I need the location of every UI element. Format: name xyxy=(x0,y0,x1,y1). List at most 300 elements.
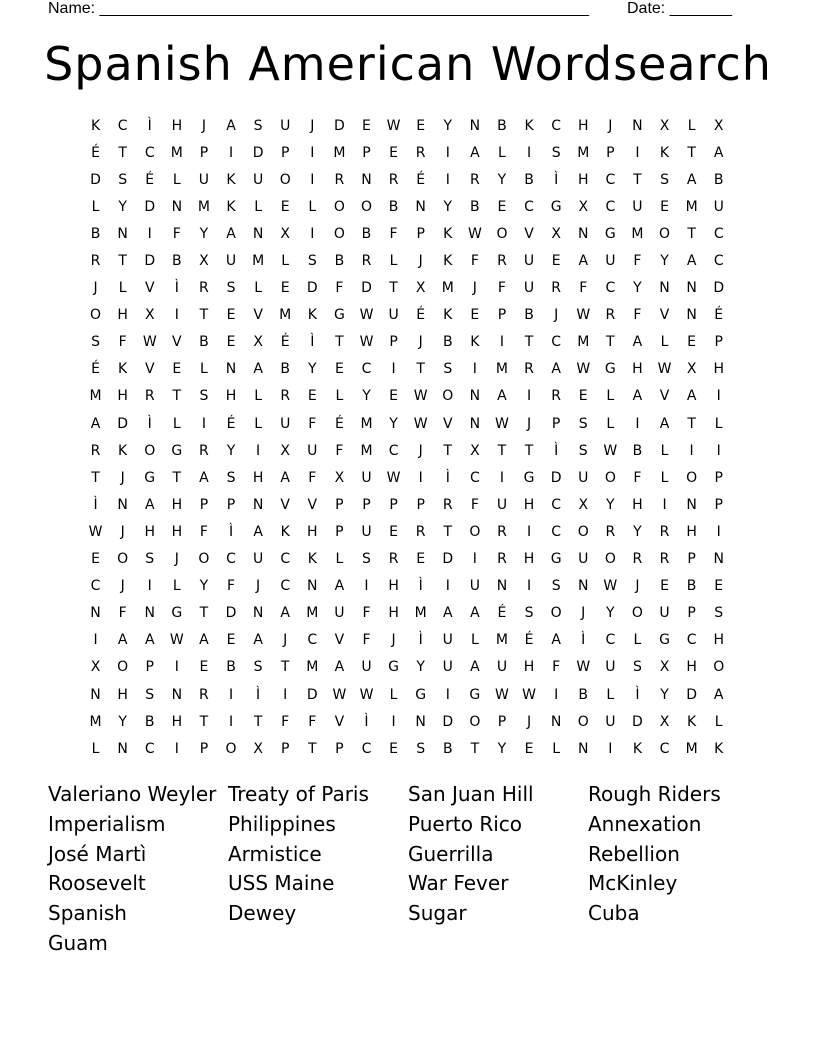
grid-letter: K xyxy=(307,307,317,324)
grid-letter: T xyxy=(524,334,534,351)
grid-letter: N xyxy=(252,605,264,622)
grid-letter: L xyxy=(389,686,398,703)
grid-row xyxy=(82,383,732,410)
grid-letter: O xyxy=(117,659,129,676)
grid-letter: R xyxy=(605,307,616,324)
grid-letter: P xyxy=(497,713,507,730)
grid-letter: M xyxy=(279,307,292,324)
grid-letter: I xyxy=(418,469,423,486)
grid-letter: F xyxy=(172,225,181,242)
grid-letter: T xyxy=(524,442,534,459)
grid-letter: Y xyxy=(199,578,209,595)
grid-letter: I xyxy=(201,415,206,432)
grid-letter: K xyxy=(470,334,480,351)
grid-letter: C xyxy=(117,117,128,134)
grid-letter: I xyxy=(499,469,505,486)
grid-letter: V xyxy=(334,632,345,649)
grid-letter: W xyxy=(576,307,591,324)
grid-letter: A xyxy=(686,388,697,405)
grid-letter: É xyxy=(497,605,507,622)
grid-letter: W xyxy=(576,659,591,676)
grid-letter: X xyxy=(199,253,209,270)
grid-letter: R xyxy=(415,523,426,540)
grid-letter: U xyxy=(252,171,264,188)
grid-letter: L xyxy=(633,632,642,649)
grid-letter: H xyxy=(307,523,318,540)
word-list-item: Rebellion xyxy=(588,841,680,866)
grid-letter: W xyxy=(495,415,509,432)
grid-letter: I xyxy=(228,713,234,730)
grid-letter: R xyxy=(199,280,209,297)
grid-letter: L xyxy=(172,578,181,595)
grid-letter: X xyxy=(578,198,589,215)
grid-letter: P xyxy=(714,469,723,486)
grid-letter: M xyxy=(685,198,698,215)
grid-letter: T xyxy=(118,253,127,270)
grid-letter: F xyxy=(226,578,236,595)
word-list-item: San Juan Hill xyxy=(408,782,534,806)
grid-letter: M xyxy=(306,659,319,676)
grid-letter: O xyxy=(333,225,345,242)
grid-row xyxy=(82,464,732,491)
grid-letter: L xyxy=(660,442,669,459)
grid-letter: H xyxy=(632,361,643,378)
grid-letter: I xyxy=(174,740,179,757)
grid-letter: M xyxy=(631,225,644,242)
grid-letter: G xyxy=(550,198,562,215)
grid-row xyxy=(82,735,732,762)
grid-letter: J xyxy=(120,523,125,540)
grid-letter: L xyxy=(254,198,263,215)
grid-letter: I xyxy=(174,659,179,676)
grid-letter: W xyxy=(495,686,509,703)
grid-letter: C xyxy=(686,632,697,649)
grid-letter: E xyxy=(687,334,697,351)
grid-letter: S xyxy=(226,469,236,486)
grid-letter: R xyxy=(551,388,561,405)
grid-letter: O xyxy=(496,225,508,242)
grid-letter: Ì xyxy=(635,686,640,703)
grid-letter: H xyxy=(225,388,237,405)
grid-letter: C xyxy=(469,469,480,486)
grid-letter: P xyxy=(199,740,209,757)
grid-letter: F xyxy=(335,280,344,297)
name-field[interactable]: Name: _______________________________________________________ xyxy=(48,0,589,17)
grid-letter: A xyxy=(551,632,561,649)
grid-letter: I xyxy=(310,171,315,188)
grid-letter: R xyxy=(469,171,480,188)
grid-letter: W xyxy=(576,361,591,378)
grid-letter: F xyxy=(389,225,398,242)
grid-letter: K xyxy=(443,253,453,270)
grid-letter: C xyxy=(551,496,562,513)
grid-letter: I xyxy=(689,442,694,459)
grid-letter: E xyxy=(280,198,290,215)
grid-letter: U xyxy=(225,253,237,270)
grid-letter: P xyxy=(714,496,723,513)
grid-letter: V xyxy=(172,334,182,351)
grid-letter: P xyxy=(389,496,398,513)
grid-letter: M xyxy=(333,144,346,161)
date-field[interactable]: Date: _______ xyxy=(627,0,732,17)
grid-letter: T xyxy=(308,740,317,757)
grid-letter: C xyxy=(713,225,724,242)
grid-letter: G xyxy=(171,605,183,622)
word-list-item: Valeriano Weyler xyxy=(48,782,217,806)
grid-letter: Y xyxy=(118,713,127,730)
grid-letter: S xyxy=(578,415,588,432)
grid-letter: R xyxy=(659,551,670,568)
grid-letter: P xyxy=(687,605,696,622)
grid-letter: I xyxy=(147,225,152,242)
grid-letter: F xyxy=(470,253,479,270)
grid-letter: W xyxy=(142,334,157,351)
grid-letter: É xyxy=(280,334,290,351)
grid-letter: F xyxy=(335,442,344,459)
grid-letter: J xyxy=(472,280,477,297)
grid-letter: J xyxy=(93,280,98,297)
grid-letter: X xyxy=(90,659,101,676)
grid-letter: V xyxy=(334,713,345,730)
grid-letter: J xyxy=(310,117,315,134)
grid-letter: I xyxy=(445,144,450,161)
grid-letter: U xyxy=(523,253,535,270)
grid-letter: G xyxy=(144,469,156,486)
grid-letter: R xyxy=(334,171,345,188)
word-list-item: Rough Riders xyxy=(588,782,721,806)
grid-letter: N xyxy=(713,551,724,568)
grid-letter: L xyxy=(470,632,479,649)
grid-letter: V xyxy=(144,361,155,378)
grid-row xyxy=(82,573,732,600)
grid-letter: L xyxy=(389,253,398,270)
grid-letter: J xyxy=(418,253,423,270)
grid-letter: H xyxy=(686,523,697,540)
grid-letter: G xyxy=(415,686,427,703)
grid-letter: G xyxy=(659,632,670,649)
grid-letter: O xyxy=(198,551,210,568)
grid-letter: F xyxy=(362,632,371,649)
grid-letter: A xyxy=(442,605,453,622)
grid-letter: B xyxy=(144,713,155,730)
grid-letter: X xyxy=(551,225,561,242)
grid-letter: E xyxy=(578,388,588,405)
grid-letter: K xyxy=(659,144,670,161)
grid-letter: L xyxy=(172,171,181,188)
grid-letter: N xyxy=(90,686,101,703)
grid-letter: A xyxy=(117,632,128,649)
grid-letter: I xyxy=(445,578,450,595)
grid-letter: H xyxy=(523,496,535,513)
grid-letter: U xyxy=(632,198,643,215)
grid-letter: É xyxy=(416,307,426,324)
grid-letter: A xyxy=(144,632,155,649)
grid-letter: Ì xyxy=(256,686,261,703)
grid-letter: R xyxy=(388,171,399,188)
grid-letter: R xyxy=(659,523,670,540)
grid-letter: W xyxy=(386,469,401,486)
grid-letter: J xyxy=(174,551,179,568)
grid-letter: J xyxy=(526,713,532,730)
grid-letter: Y xyxy=(633,280,642,297)
grid-letter: Ì xyxy=(310,334,315,351)
grid-letter: I xyxy=(174,307,179,324)
grid-letter: T xyxy=(470,740,480,757)
grid-letter: D xyxy=(306,686,318,703)
grid-letter: B xyxy=(497,117,507,134)
grid-letter: N xyxy=(225,361,237,378)
grid-letter: S xyxy=(443,361,453,378)
grid-letter: B xyxy=(442,334,453,351)
grid-letter: L xyxy=(308,198,317,215)
grid-letter: T xyxy=(280,659,290,676)
grid-letter: O xyxy=(279,171,291,188)
grid-letter: S xyxy=(253,659,263,676)
grid-letter: B xyxy=(199,334,209,351)
grid-letter: F xyxy=(308,415,317,432)
grid-letter: W xyxy=(359,334,374,351)
grid-letter: A xyxy=(280,469,290,486)
grid-letter: K xyxy=(443,307,453,324)
grid-letter: U xyxy=(442,632,453,649)
grid-letter: H xyxy=(144,523,155,540)
grid-letter: K xyxy=(687,713,697,730)
grid-letter: R xyxy=(497,523,507,540)
grid-letter: E xyxy=(226,307,236,324)
word-list-item: Sugar xyxy=(408,901,467,926)
grid-letter: L xyxy=(91,740,100,757)
word-list-item: Roosevelt xyxy=(48,871,146,896)
grid-letter: T xyxy=(687,415,696,432)
grid-letter: V xyxy=(659,307,670,324)
grid-letter: Y xyxy=(443,198,453,215)
grid-letter: L xyxy=(660,334,669,351)
grid-row xyxy=(82,546,732,573)
grid-letter: K xyxy=(443,225,453,242)
grid-letter: R xyxy=(551,280,561,297)
grid-letter: Y xyxy=(497,171,507,188)
grid-letter: U xyxy=(469,578,480,595)
grid-letter: K xyxy=(90,117,101,134)
grid-letter: O xyxy=(117,551,129,568)
grid-letter: D xyxy=(144,198,156,215)
grid-letter: P xyxy=(280,740,290,757)
grid-letter: U xyxy=(713,198,724,215)
grid-letter: U xyxy=(605,253,616,270)
grid-letter: D xyxy=(334,117,345,134)
grid-letter: R xyxy=(388,551,399,568)
grid-letter: B xyxy=(578,686,589,703)
grid-letter: Y xyxy=(118,198,127,215)
grid-letter: É xyxy=(714,307,724,324)
grid-letter: C xyxy=(605,198,616,215)
grid-letter: I xyxy=(93,632,98,649)
grid-letter: M xyxy=(495,632,508,649)
word-list-item: Philippines xyxy=(228,811,336,836)
grid-letter: B xyxy=(361,225,372,242)
grid-letter: S xyxy=(307,253,317,270)
grid-letter: D xyxy=(713,280,725,297)
grid-letter: A xyxy=(632,334,643,351)
grid-letter: C xyxy=(551,523,562,540)
grid-letter: K xyxy=(118,442,128,459)
grid-letter: E xyxy=(660,198,669,215)
grid-letter: S xyxy=(253,117,263,134)
grid-letter: N xyxy=(632,117,643,134)
grid-letter: W xyxy=(413,388,428,405)
grid-letter: Ì xyxy=(445,469,450,486)
grid-letter: V xyxy=(144,280,155,297)
grid-letter: T xyxy=(199,307,209,324)
grid-letter: Y xyxy=(362,388,371,405)
grid-letter: O xyxy=(604,551,616,568)
grid-letter: E xyxy=(334,361,344,378)
grid-letter: N xyxy=(90,605,101,622)
grid-letter: R xyxy=(199,442,209,459)
grid-letter: H xyxy=(117,686,128,703)
grid-letter: V xyxy=(659,388,670,405)
grid-letter: F xyxy=(579,280,588,297)
grid-letter: U xyxy=(442,659,453,676)
grid-letter: T xyxy=(118,144,127,161)
grid-letter: J xyxy=(554,307,559,324)
grid-letter: U xyxy=(307,442,318,459)
grid-letter: E xyxy=(389,523,398,540)
word-list-item: Dewey xyxy=(228,901,297,926)
grid-letter: H xyxy=(577,171,589,188)
grid-letter: W xyxy=(359,307,374,324)
grid-letter: T xyxy=(687,225,696,242)
grid-letter: O xyxy=(225,740,237,757)
grid-letter: N xyxy=(659,280,670,297)
grid-letter: Ì xyxy=(418,632,423,649)
grid-letter: U xyxy=(578,551,589,568)
grid-letter: J xyxy=(201,117,206,134)
grid-letter: U xyxy=(605,713,616,730)
grid-letter: I xyxy=(391,361,396,378)
grid-letter: W xyxy=(359,686,374,703)
grid-letter: F xyxy=(308,469,317,486)
grid-letter: K xyxy=(226,171,236,188)
grid-letter: N xyxy=(171,198,183,215)
grid-letter: F xyxy=(118,334,127,351)
word-list-item: Guam xyxy=(48,930,108,955)
grid-letter: H xyxy=(171,523,183,540)
grid-letter: F xyxy=(497,280,506,297)
grid-letter: P xyxy=(416,496,425,513)
grid-letter: Ì xyxy=(147,415,152,432)
grid-letter: M xyxy=(89,388,102,405)
grid-letter: W xyxy=(413,415,428,432)
grid-letter: M xyxy=(170,144,183,161)
grid-letter: R xyxy=(605,523,616,540)
grid-letter: N xyxy=(496,578,508,595)
grid-letter: C xyxy=(361,740,372,757)
grid-letter: D xyxy=(252,144,264,161)
grid-letter: C xyxy=(226,551,236,568)
grid-row xyxy=(82,681,732,708)
grid-letter: F xyxy=(118,605,127,622)
grid-letter: N xyxy=(415,713,426,730)
grid-letter: T xyxy=(497,442,507,459)
grid-letter: C xyxy=(144,144,155,161)
word-list-item: Imperialism xyxy=(48,811,166,836)
grid-letter: V xyxy=(442,415,453,432)
grid-letter: C xyxy=(605,280,616,297)
grid-letter: D xyxy=(686,686,697,703)
grid-letter: M xyxy=(306,605,319,622)
grid-letter: K xyxy=(226,198,236,215)
grid-letter: S xyxy=(416,740,426,757)
grid-letter: L xyxy=(254,280,263,297)
grid-letter: N xyxy=(144,605,155,622)
grid-letter: F xyxy=(281,713,290,730)
grid-letter: Y xyxy=(389,415,398,432)
grid-letter: A xyxy=(199,469,209,486)
word-list-item: War Fever xyxy=(408,871,509,896)
grid-letter: P xyxy=(226,496,236,513)
grid-letter: U xyxy=(280,117,291,134)
grid-letter: I xyxy=(310,225,315,242)
grid-letter: J xyxy=(391,632,396,649)
grid-letter: A xyxy=(578,253,589,270)
grid-letter: E xyxy=(307,388,317,405)
grid-letter: N xyxy=(550,713,562,730)
grid-letter: E xyxy=(660,578,669,595)
grid-letter: H xyxy=(577,117,589,134)
grid-row xyxy=(82,518,732,545)
grid-letter: B xyxy=(713,171,724,188)
grid-letter: T xyxy=(443,523,453,540)
grid-letter: A xyxy=(199,632,209,649)
grid-row xyxy=(82,600,732,627)
grid-letter: H xyxy=(632,496,643,513)
grid-letter: E xyxy=(280,280,290,297)
grid-row xyxy=(82,329,732,356)
grid-letter: L xyxy=(687,117,696,134)
grid-letter: Y xyxy=(633,523,642,540)
grid-letter: M xyxy=(360,442,373,459)
grid-letter: A xyxy=(713,686,724,703)
grid-letter: O xyxy=(90,307,102,324)
grid-letter: E xyxy=(226,632,236,649)
grid-letter: M xyxy=(577,144,590,161)
grid-letter: E xyxy=(551,253,561,270)
word-list xyxy=(48,780,768,959)
grid-letter: A xyxy=(470,659,480,676)
grid-letter: T xyxy=(416,361,425,378)
grid-letter: Y xyxy=(199,225,209,242)
grid-letter: A xyxy=(253,632,263,649)
word-list-item: Cuba xyxy=(588,901,640,926)
grid-letter: C xyxy=(605,171,616,188)
grid-letter: X xyxy=(659,659,670,676)
grid-letter: P xyxy=(416,225,425,242)
grid-row xyxy=(82,491,732,518)
grid-letter: S xyxy=(551,578,561,595)
grid-letter: I xyxy=(526,523,532,540)
grid-letter: S xyxy=(632,659,642,676)
grid-letter: B xyxy=(280,361,290,378)
grid-letter: I xyxy=(554,686,559,703)
grid-letter: T xyxy=(253,713,263,730)
grid-letter: O xyxy=(469,713,481,730)
grid-letter: T xyxy=(335,334,344,351)
grid-letter: N xyxy=(252,225,264,242)
grid-letter: L xyxy=(254,415,263,432)
grid-letter: X xyxy=(659,713,670,730)
grid-letter: X xyxy=(334,469,345,486)
